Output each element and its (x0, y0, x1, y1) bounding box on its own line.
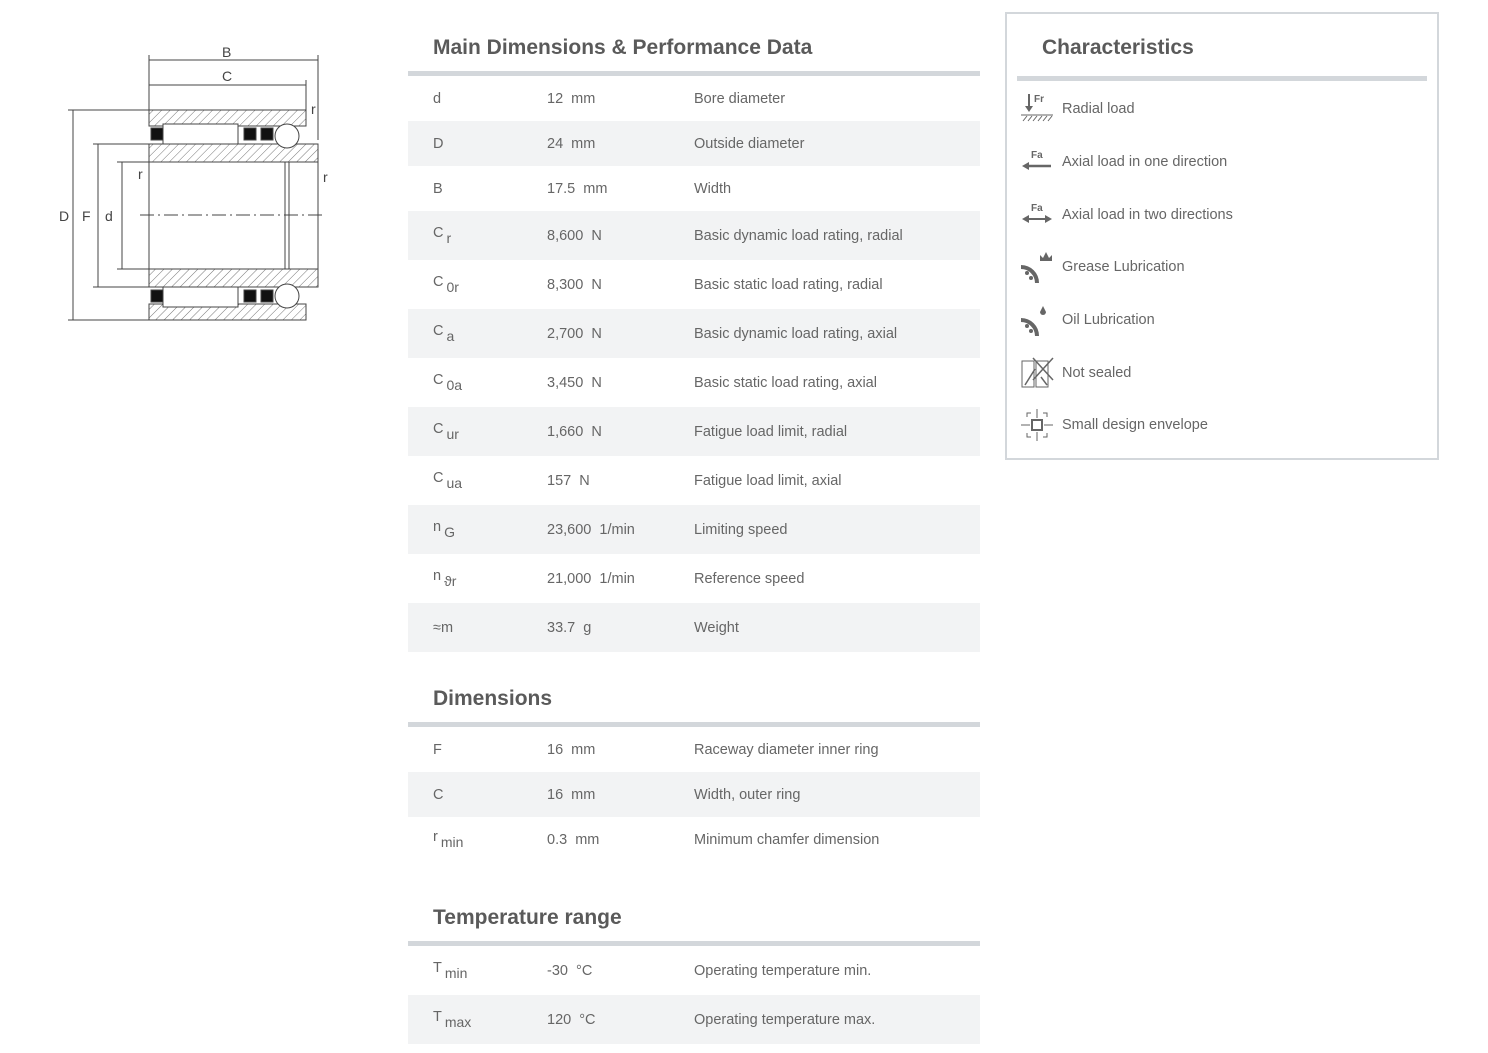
symbol (408, 372, 547, 393)
table-row (408, 817, 980, 862)
symbol-subscript: 0r (446, 279, 459, 295)
description: Width (694, 180, 732, 197)
axial-load-two-directions-icon (1019, 197, 1055, 233)
characteristic-item (1007, 136, 1437, 189)
value: 120 °C (547, 1011, 596, 1028)
symbol-main: C (433, 372, 444, 388)
table-row (408, 121, 980, 166)
table-row (408, 727, 980, 772)
value: 1,660 N (547, 423, 602, 440)
symbol (408, 225, 547, 246)
table-row (408, 211, 980, 260)
characteristic-item (1007, 241, 1437, 294)
symbol-main: T (433, 1009, 442, 1025)
value: 8,300 N (547, 276, 602, 293)
symbol (408, 181, 547, 197)
characteristic-label: Small design envelope (1062, 417, 1208, 434)
label-D: D (59, 208, 70, 224)
table-row (408, 166, 980, 211)
symbol-main: d (433, 90, 442, 107)
characteristic-label: Not sealed (1062, 364, 1132, 381)
symbol (408, 421, 547, 442)
table-row (408, 407, 980, 456)
value: 16 mm (547, 786, 596, 803)
label-r: r (138, 166, 143, 182)
label-r: r (311, 101, 316, 117)
symbol-subscript: 0a (446, 377, 463, 393)
symbol-main: C (433, 323, 444, 339)
symbol-subscript: min (444, 965, 468, 981)
small-design-envelope-icon (1019, 407, 1055, 443)
description: Basic static load rating, axial (694, 374, 877, 391)
symbol (408, 136, 547, 152)
table-row (408, 505, 980, 554)
symbol (408, 960, 547, 981)
value: 17.5 mm (547, 180, 608, 197)
symbol-main: C (433, 470, 444, 486)
symbol-subscript: ur (446, 426, 459, 442)
axial-load-one-direction-icon (1019, 144, 1055, 180)
symbol-main: B (433, 180, 443, 197)
svg-text:Fr: Fr (1034, 94, 1044, 106)
svg-text:Fa: Fa (1031, 202, 1043, 214)
value: 33.7 g (547, 619, 592, 636)
description: Basic static load rating, radial (694, 276, 883, 293)
label-C: C (222, 68, 233, 84)
symbol (408, 91, 547, 107)
table-row (408, 772, 980, 817)
description: Fatigue load limit, radial (694, 423, 848, 440)
symbol-subscript: min (440, 834, 464, 850)
label-F: F (82, 208, 91, 224)
section-title: Dimensions (433, 687, 553, 710)
value: 8,600 N (547, 227, 602, 244)
symbol-main: n (433, 568, 442, 584)
characteristic-label: Oil Lubrication (1062, 312, 1155, 329)
characteristic-item (1007, 188, 1437, 241)
table-row (408, 358, 980, 407)
svg-text:Fa: Fa (1031, 150, 1043, 162)
characteristic-item (1007, 399, 1437, 452)
table-row (408, 946, 980, 995)
symbol-subscript: r (446, 230, 452, 246)
value: 21,000 1/min (547, 570, 635, 587)
value: 24 mm (547, 135, 596, 152)
description: Operating temperature min. (694, 962, 872, 979)
symbol-main: n (433, 519, 442, 535)
main-dimensions-section (408, 36, 980, 652)
table-row (408, 309, 980, 358)
table-row (408, 260, 980, 309)
table-row (408, 456, 980, 505)
description: Weight (694, 619, 739, 636)
label-d: d (105, 208, 113, 224)
symbol-main: D (433, 135, 444, 152)
value: 23,600 1/min (547, 521, 635, 538)
value: 12 mm (547, 90, 596, 107)
characteristic-item (1007, 83, 1437, 136)
radial-load-icon (1019, 91, 1055, 127)
symbol-subscript: G (444, 524, 455, 540)
characteristic-label: Axial load in one direction (1062, 154, 1228, 171)
oil-lubrication-icon (1019, 302, 1055, 338)
table-row (408, 995, 980, 1044)
description: Fatigue load limit, axial (694, 472, 842, 489)
symbol-main: C (433, 274, 444, 290)
description: Raceway diameter inner ring (694, 741, 879, 758)
table-row (408, 76, 980, 121)
symbol (408, 568, 547, 589)
symbol (408, 620, 547, 636)
characteristic-label: Axial load in two directions (1062, 206, 1233, 223)
symbol-subscript: a (446, 328, 455, 344)
symbol-main: C (433, 421, 444, 437)
symbol (408, 274, 547, 295)
dimensions-section (408, 687, 980, 862)
characteristic-item (1007, 346, 1437, 399)
symbol-main: C (433, 786, 444, 803)
symbol (408, 742, 547, 758)
label-B: B (222, 44, 232, 60)
value: 157 N (547, 472, 590, 489)
bearing-drawing (50, 38, 340, 338)
grease-lubrication-icon (1019, 249, 1055, 285)
characteristic-label: Grease Lubrication (1062, 259, 1185, 276)
value: 3,450 N (547, 374, 602, 391)
symbol (408, 519, 547, 540)
symbol-subscript: ϑr (444, 573, 457, 589)
description: Limiting speed (694, 521, 788, 538)
label-r: r (323, 169, 328, 185)
description: Width, outer ring (694, 786, 801, 803)
symbol (408, 323, 547, 344)
not-sealed-icon (1019, 355, 1055, 391)
symbol (408, 1009, 547, 1030)
symbol (408, 787, 547, 803)
value: 2,700 N (547, 325, 602, 342)
description: Reference speed (694, 570, 805, 587)
value: 16 mm (547, 741, 596, 758)
section-title: Temperature range (433, 906, 622, 929)
symbol-main: C (433, 225, 444, 241)
description: Operating temperature max. (694, 1011, 876, 1028)
symbol-main: F (433, 741, 442, 758)
section-title: Characteristics (1042, 36, 1194, 59)
characteristic-label: Radial load (1062, 101, 1135, 118)
value: 0.3 mm (547, 831, 600, 848)
description: Basic dynamic load rating, radial (694, 227, 903, 244)
characteristic-item (1007, 294, 1437, 347)
table-row (408, 554, 980, 603)
table-row (408, 603, 980, 652)
description: Basic dynamic load rating, axial (694, 325, 898, 342)
symbol-subscript: ua (446, 475, 463, 491)
symbol-subscript: max (444, 1014, 472, 1030)
symbol-main: ≈m (433, 619, 454, 636)
description: Outside diameter (694, 135, 805, 152)
value: -30 °C (547, 962, 593, 979)
characteristics-panel (1005, 12, 1439, 460)
symbol (408, 470, 547, 491)
description: Minimum chamfer dimension (694, 831, 880, 848)
symbol (408, 829, 547, 850)
symbol-main: T (433, 960, 442, 976)
symbol-main: r (433, 829, 438, 845)
temperature-section (408, 906, 980, 1044)
description: Bore diameter (694, 90, 786, 107)
section-title: Main Dimensions & Performance Data (433, 36, 813, 59)
